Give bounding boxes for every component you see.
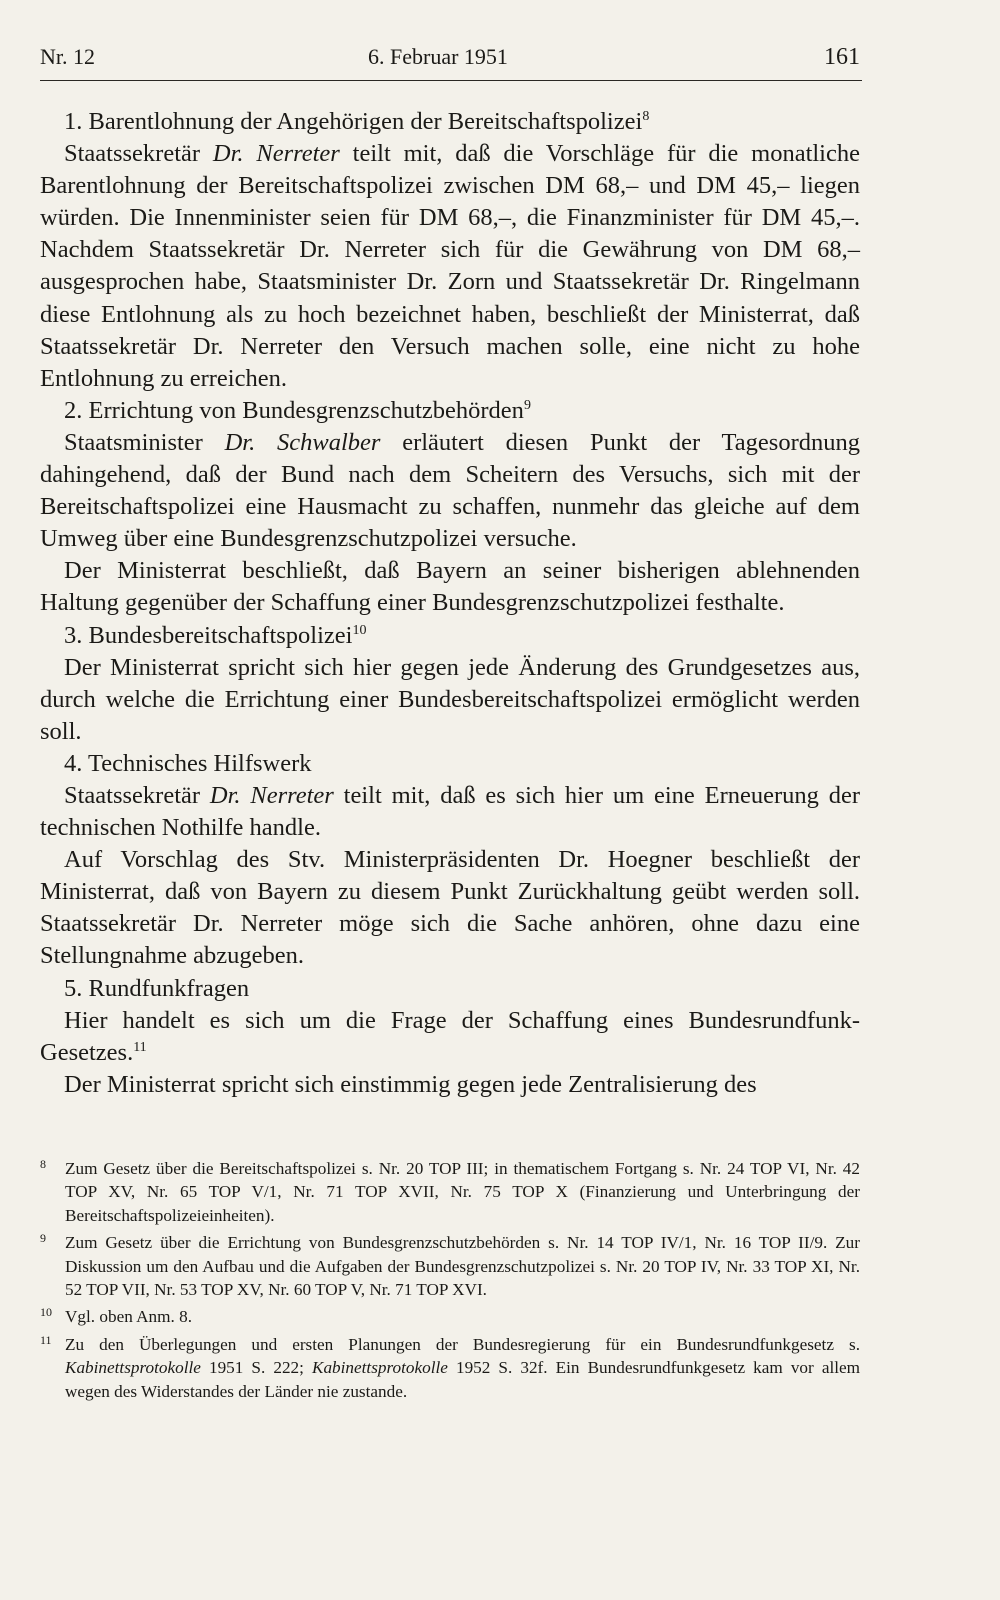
footnote-11-ref-2: Kabinettsprotokolle — [312, 1358, 448, 1378]
item-2-text-a: Staatsminister — [64, 428, 225, 456]
footnote-ref-10[interactable]: 10 — [352, 622, 367, 638]
item-4-text-b: teilt mit, daß es sich hier um eine Erneuerung der technischen Nothilfe handle. — [40, 781, 860, 842]
item-2-text-b: erläutert diesen Punkt der Tagesordnung dahingehend, daß der Bund nach dem Scheitern des Versuchs, sich mit der Bereitschaftspolizei eine Hausmacht zu schaffen, nunmehr das gleiche auf dem Umweg über eine Bundesgrenzschutzpolizei versuche. — [40, 428, 860, 553]
item-4-speaker: Dr. Nerreter — [209, 781, 334, 809]
item-2-heading — [40, 395, 860, 427]
item-4-heading: 4. Technisches Hilfswerk — [64, 749, 312, 777]
item-3-heading-text: 3. Bundesbereitschaftspolizei — [64, 621, 353, 649]
footnote-ref-11[interactable]: 11 — [133, 1039, 147, 1055]
item-4-text-a: Staatssekretär — [64, 781, 210, 809]
item-4-paragraph-1 — [40, 780, 860, 844]
item-1-text-b: teilt mit, daß die Vorschläge für die monatliche Barentlohnung der Bereitschaftspolizei zwischen DM 68,– und DM 45,– liegen würden. Die Innenminister seien für DM 68,–, die Finanzminister für DM 45,–. Nachdem Staatssekretär Dr. Nerreter sich für die Gewährung von DM 68,– ausgesprochen habe, Staatsminister Dr. Zorn und Staatssekretär Dr. Ringelmann diese Entlohnung als zu hoch bezeichnet haben, beschließt der Ministerrat, daß Staatssekretär Dr. Nerreter den Versuch machen solle, eine nicht zu hohe Entlohnung zu erreichen. — [40, 140, 860, 392]
item-4-paragraph-2: Auf Vorschlag des Stv. Ministerpräsidenten Dr. Hoegner beschließt der Ministerrat, daß von Bayern zu diesem Punkt Zurückhaltung geübt werden soll. Staatssekretär Dr. Nerreter möge sich die Sache anhören, ohne dazu eine Stellungnahme abzugeben. — [40, 846, 860, 970]
item-1-text-a: Staatssekretär — [64, 140, 213, 168]
item-1-speaker: Dr. Nerreter — [212, 140, 340, 168]
header-date: 6. Februar 1951 — [368, 44, 508, 69]
footnote-10 — [40, 1305, 860, 1328]
footnote-11-text-b: 1951 S. 222; — [200, 1358, 312, 1378]
footnote-ref-8[interactable]: 8 — [642, 109, 650, 124]
main-text — [40, 106, 860, 1101]
item-3-heading — [40, 620, 860, 652]
item-5-text: Hier handelt es sich um die Frage der Schaffung eines Bundesrundfunk-Gesetzes. — [40, 1006, 860, 1066]
footnote-11-text-c: 1952 S. 32f. Ein Bundesrundfunkgesetz kam vor allem wegen des Widerstandes der Länder nie zustande. — [65, 1358, 860, 1401]
item-3-paragraph: Der Ministerrat spricht sich hier gegen jede Änderung des Grundgesetzes aus, durch welche die Errichtung einer Bundesbereitschaftspolizei ermöglicht werden soll. — [40, 653, 860, 745]
item-1-paragraph — [40, 138, 860, 395]
footnote-9-text: Zum Gesetz über die Errichtung von Bundesgrenzschutzbehörden s. Nr. 14 TOP IV/1, Nr. 16 TOP II/9. Zur Diskussion um den Aufbau und die Aufgaben der Bundesgrenzschutzpolizei s. Nr. 20 TOP IV, Nr. 33 TOP XI, Nr. 52 TOP VII, Nr. 53 TOP XV, Nr. 60 TOP V, Nr. 71 TOP XVI. — [65, 1233, 860, 1300]
footnote-ref-9[interactable]: 9 — [523, 397, 531, 413]
footnote-8-mark: 8 — [40, 1157, 46, 1171]
item-2-paragraph-1 — [40, 427, 860, 555]
item-5-paragraph-2: Der Ministerrat spricht sich einstimmig gegen jede Zentralisierung des — [64, 1070, 757, 1098]
item-2-paragraph-2: Der Ministerrat beschließt, daß Bayern an seiner bisherigen ablehnenden Haltung gegenüber der Schaffung einer Bundesgrenzschutzpolizei festhalte. — [40, 557, 860, 617]
running-header — [40, 44, 860, 72]
footnote-10-text: Vgl. oben Anm. 8. — [65, 1307, 192, 1327]
item-2-speaker: Dr. Schwalber — [224, 428, 381, 456]
page-number: 161 — [824, 44, 860, 70]
footnote-11-ref-1: Kabinettsprotokolle — [65, 1358, 201, 1378]
footnote-8 — [40, 1157, 860, 1227]
issue-number: Nr. 12 — [40, 44, 95, 69]
item-2-heading-text: 2. Errichtung von Bundesgrenzschutzbehörden — [64, 396, 524, 424]
footnote-11 — [40, 1333, 860, 1403]
footnote-8-text: Zum Gesetz über die Bereitschaftspolizei s. Nr. 20 TOP III; in thematischem Fortgang s. Nr. 24 TOP VI, Nr. 42 TOP XV, Nr. 65 TOP V/1, Nr. 71 TOP XVII, Nr. 75 TOP X (Finanzierung und Unterbringung der Bereitschaftspolizeieinheiten). — [65, 1159, 860, 1225]
footnote-10-mark: 10 — [40, 1305, 52, 1320]
item-5-heading: 5. Rundfunkfragen — [64, 974, 250, 1002]
item-1-heading — [40, 106, 860, 138]
item-5-paragraph-1 — [40, 1005, 860, 1069]
footnote-9 — [40, 1231, 860, 1301]
header-rule — [40, 80, 862, 81]
footnote-11-mark: 11 — [40, 1332, 52, 1347]
footnote-11-text-a: Zu den Überlegungen und ersten Planungen der Bundesregierung für ein Bundesrundfunkgesetz s. — [65, 1334, 860, 1354]
item-1-heading-text: 1. Barentlohnung der Angehörigen der Bereitschaftspolizei — [64, 108, 643, 135]
footnote-9-mark: 9 — [40, 1231, 46, 1246]
footnotes — [40, 1157, 860, 1407]
